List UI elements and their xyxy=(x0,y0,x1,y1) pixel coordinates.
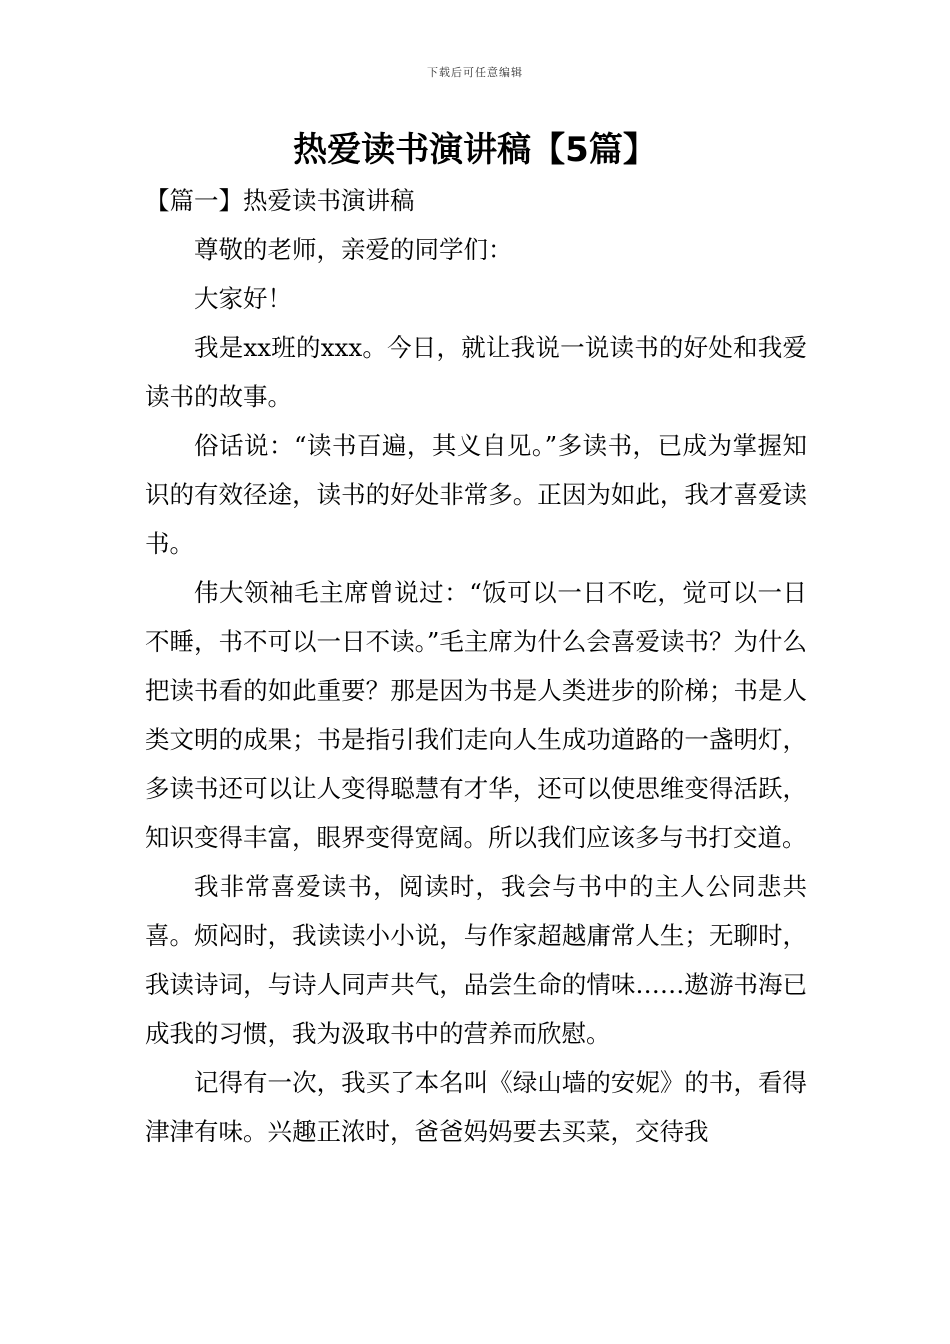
section-heading: 【篇一】热爱读书演讲稿 xyxy=(145,186,415,215)
paragraph-chairman-quote: 伟大领袖毛主席曾说过：“饭可以一日不吃，觉可以一日不睡，书不可以一日不读。”毛主席为什么会喜爱读书？为什么把读书看的如此重要？那是因为书是人类进步的阶梯；书是人类文明的成果；书是指引我们走向人生成功道路的一盏明灯，多读书还可以让人变得聪慧有才华，还可以使思维变得活跃，知识变得丰富，眼界变得宽阔。所以我们应该多与书打交道。 xyxy=(145,578,807,852)
paragraph-salutation: 尊敬的老师，亲爱的同学们： xyxy=(194,235,513,264)
document-body xyxy=(145,176,807,1156)
paragraph-introduction: 我是xx班的xxx。今日，就让我说一说读书的好处和我爱读书的故事。 xyxy=(145,333,807,411)
paragraph-greeting: 大家好！ xyxy=(194,284,292,313)
paragraph-anecdote: 记得有一次，我买了本名叫《绿山墙的安妮》的书，看得津津有味。兴趣正浓时，爸爸妈妈要去买菜，交待我 xyxy=(145,1068,807,1146)
document-title: 热爱读书演讲稿【5篇】 xyxy=(293,130,657,170)
page-header-note: 下载后可任意编辑 xyxy=(427,66,523,79)
paragraph-love-reading: 我非常喜爱读书，阅读时，我会与书中的主人公同悲共喜。烦闷时，我读读小小说，与作家超越庸常人生；无聊时，我读诗词，与诗人同声共气，品尝生命的情味……遨游书海已成我的习惯，我为汲取书中的营养而欣慰。 xyxy=(145,872,807,1048)
paragraph-proverb: 俗话说：“读书百遍，其义自见。”多读书，已成为掌握知识的有效径途，读书的好处非常多。正因为如此，我才喜爱读书。 xyxy=(145,431,807,558)
